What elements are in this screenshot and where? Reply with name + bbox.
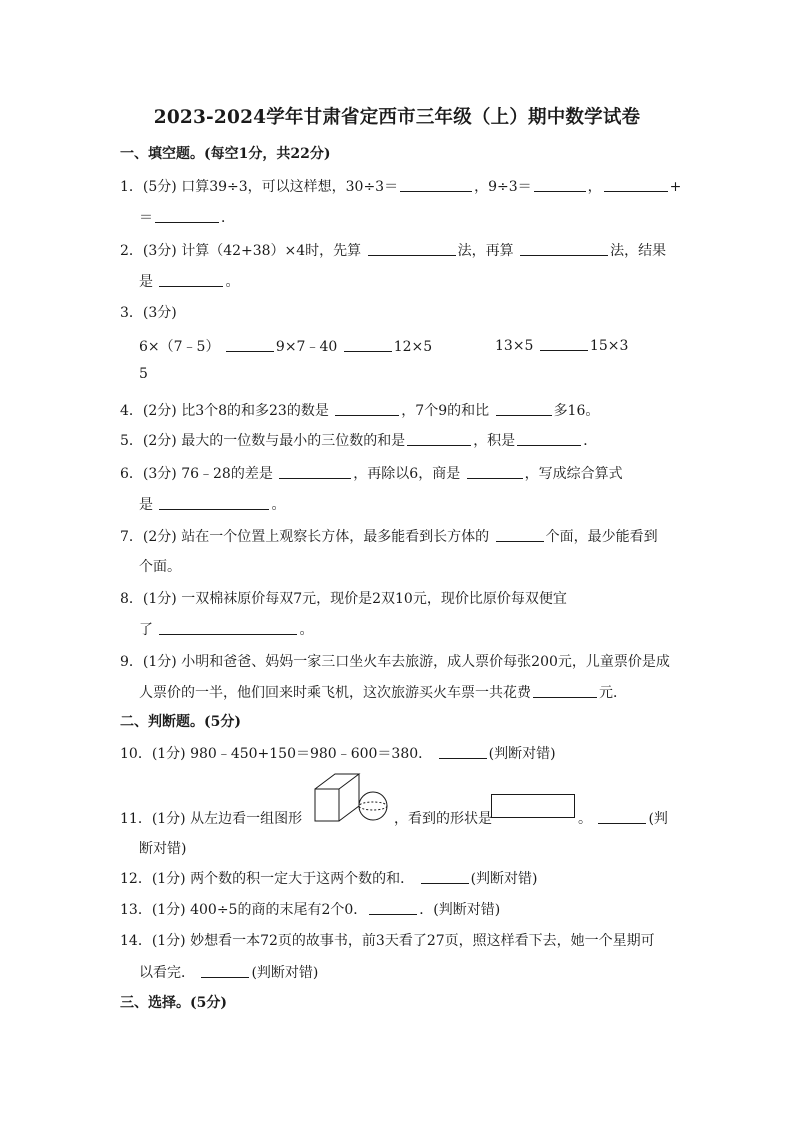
question-2-cont: 是 。 bbox=[139, 274, 240, 290]
answer-blank[interactable] bbox=[335, 401, 399, 416]
answer-blank[interactable] bbox=[369, 900, 417, 915]
answer-blank[interactable] bbox=[400, 177, 472, 192]
section-true-false: 二、判断题。(5分) bbox=[120, 714, 241, 730]
answer-blank[interactable] bbox=[496, 401, 552, 416]
question-6: 6．(3分) 76﹣28的差是 ，再除以6，商是 ，写成综合算式 bbox=[120, 466, 623, 482]
answer-blank[interactable] bbox=[604, 177, 668, 192]
question-7-cont: 个面。 bbox=[139, 559, 181, 575]
question-11-end: 。 (判 bbox=[578, 811, 668, 827]
view-rectangle-figure bbox=[491, 794, 575, 818]
question-11: 11．(1分) 从左边看一组图形 bbox=[120, 811, 303, 827]
answer-blank[interactable] bbox=[155, 208, 219, 223]
answer-blank[interactable] bbox=[496, 527, 544, 542]
answer-blank[interactable] bbox=[439, 744, 487, 759]
question-11-mid: ，看到的形状是 bbox=[394, 811, 492, 827]
answer-blank[interactable] bbox=[467, 464, 523, 479]
question-2: 2．(3分) 计算（42+38）×4时，先算 法，再算 法，结果 bbox=[120, 243, 667, 259]
exam-title: 2023-2024学年甘肃省定西市三年级（上）期中数学试卷 bbox=[153, 107, 641, 128]
question-3-compare-row: 6×（7﹣5） 9×7﹣40 12×5 bbox=[139, 339, 433, 355]
question-8: 8．(1分) 一双棉袜原价每双7元，现价是2双10元，现价比原价每双便宜 bbox=[120, 591, 567, 607]
answer-blank[interactable] bbox=[279, 464, 351, 479]
answer-blank[interactable] bbox=[421, 869, 469, 884]
question-3: 3．(3分) bbox=[120, 305, 177, 321]
question-9-cont: 人票价的一半，他们回来时乘飞机，这次旅游买火车票一共花费 元． bbox=[139, 685, 627, 701]
question-13: 13．(1分) 400÷5的商的末尾有2个0． ．(判断对错) bbox=[120, 902, 501, 918]
answer-blank[interactable] bbox=[226, 337, 274, 352]
cuboid-icon bbox=[315, 774, 359, 821]
answer-blank[interactable] bbox=[344, 337, 392, 352]
question-7: 7．(2分) 站在一个位置上观察长方体，最多能看到长方体的 个面，最少能看到 bbox=[120, 529, 658, 545]
question-4: 4．(2分) 比3个8的和多23的数是 ，7个9的和比 多16。 bbox=[120, 403, 600, 419]
question-9: 9．(1分) 小明和爸爸、妈妈一家三口坐火车去旅游，成人票价每张200元，儿童票价是成 bbox=[120, 654, 670, 670]
question-14-cont: 以看完． (判断对错) bbox=[139, 965, 319, 981]
answer-blank[interactable] bbox=[517, 431, 581, 446]
answer-blank[interactable] bbox=[534, 177, 586, 192]
answer-blank[interactable] bbox=[159, 272, 223, 287]
section-fill-blank: 一、填空题。(每空1分，共22分) bbox=[120, 146, 331, 162]
question-5: 5．(2分) 最大的一位数与最小的三位数的和是 ，积是 ． bbox=[120, 433, 598, 449]
question-8-cont: 了 。 bbox=[139, 622, 314, 638]
answer-blank[interactable] bbox=[598, 809, 646, 824]
question-1: 1．(5分) 口算39÷3，可以这样想，30÷3＝ ，9÷3＝ ， + bbox=[120, 179, 682, 195]
section-choice: 三、选择。(5分) bbox=[120, 995, 227, 1011]
answer-blank[interactable] bbox=[368, 241, 456, 256]
question-14: 14．(1分) 妙想看一本72页的故事书，前3天看了27页，照这样看下去，她一个星期可 bbox=[120, 933, 655, 949]
question-1-cont: ＝ ． bbox=[139, 210, 235, 226]
answer-blank[interactable] bbox=[533, 683, 597, 698]
answer-blank[interactable] bbox=[159, 620, 297, 635]
sphere-icon bbox=[359, 792, 387, 820]
cuboid-and-sphere-figure bbox=[313, 771, 391, 825]
answer-blank[interactable] bbox=[540, 336, 588, 351]
question-10: 10．(1分) 980﹣450+150＝980﹣600＝380． (判断对错) bbox=[120, 746, 556, 762]
answer-blank[interactable] bbox=[407, 431, 471, 446]
answer-blank[interactable] bbox=[159, 495, 269, 510]
question-3-cont: 5 bbox=[139, 366, 148, 382]
answer-blank[interactable] bbox=[201, 963, 249, 978]
answer-blank[interactable] bbox=[520, 241, 608, 256]
question-3-compare-row-2: 13×5 15×3 bbox=[495, 338, 629, 354]
question-11-cont: 断对错) bbox=[139, 841, 187, 857]
question-6-cont: 是 。 bbox=[139, 497, 286, 513]
question-12: 12．(1分) 两个数的积一定大于这两个数的和． (判断对错) bbox=[120, 871, 538, 887]
